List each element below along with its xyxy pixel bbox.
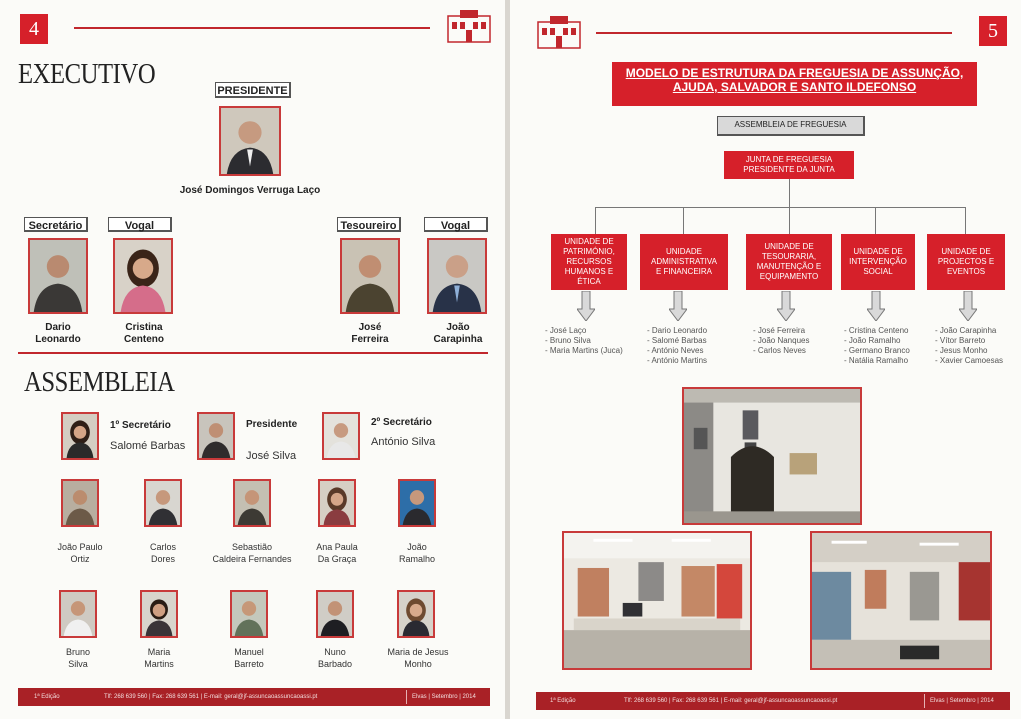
mesa-name: Salomé Barbas [110,440,186,452]
photo-joao-carapinha [427,238,487,314]
member-name: Bruno Silva [65,647,91,669]
role-label: Vogal [424,217,488,232]
down-arrow-icon [669,291,687,321]
photo-salome-barbas [61,412,99,460]
office-interior-photo-1 [562,531,752,670]
member-photo [59,590,97,638]
member-name: Maria Martins [144,647,174,669]
assembleia-freguesia-box: ASSEMBLEIA DE FREGUESIA [717,116,865,136]
office-interior-photo-2 [810,531,992,670]
member-name: João Ramalho [398,542,436,564]
down-arrow-icon [959,291,977,321]
photo-jose-silva [197,412,235,460]
section-rule [18,352,488,354]
junta-freguesia-box: JUNTA DE FREGUESIA PRESIDENTE DA JUNTA [724,151,854,179]
page-number: 4 [20,14,48,44]
photo-antonio-silva [322,412,360,460]
assembleia-title: ASSEMBLEIA [24,366,175,398]
down-arrow-icon [867,291,885,321]
member-name: Maria de Jesus Monho [387,647,449,669]
role-label: Vogal [108,217,172,232]
unit-box-administrativa: UNIDADE ADMINISTRATIVA E FINANCEIRA [640,234,728,290]
role-label: Secretário [24,217,88,232]
member-photo [318,479,356,527]
page-5 [510,0,1021,719]
exec-name: José Ferreira [351,322,389,345]
member-photo [140,590,178,638]
exec-name: Dario Leonardo [35,322,81,345]
footer-bar [536,692,1010,710]
member-photo [230,590,268,638]
photo-dario-leonardo [28,238,88,314]
page-number: 5 [979,16,1007,46]
mesa-role: 1º Secretário [110,420,171,431]
mesa-name: António Silva [371,436,436,448]
mesa-role: 2º Secretário [371,417,432,428]
org-chart-title: MODELO DE ESTRUTURA DA FREGUESIA DE ASSUNÇÃO, AJUDA, SALVADOR E SANTO ILDEFONSO [612,62,977,106]
footer-date: Elvas | Setembro | 2014 [930,698,994,704]
member-photo [397,590,435,638]
footer-contacts: Tlf: 268 639 560 | Fax: 268 639 561 | E-mail: geral@jf-assuncaoassuncaoassi.pt [624,698,838,704]
mesa-name: José Silva [246,450,297,462]
footer-bar [18,688,490,706]
member-name: Manuel Barreto [234,647,264,669]
unit-members-list: - José Laço - Bruno Silva - Maria Martins (Juca) [545,326,623,355]
photo-presidente [219,106,281,176]
down-arrow-icon [577,291,595,321]
mesa-role: Presidente [246,419,298,430]
member-photo [398,479,436,527]
photo-cristina-centeno [113,238,173,314]
building-facade-photo [682,387,862,525]
footer-edition: 1ª Edição [550,698,576,704]
executivo-title: EXECUTIVO [18,58,156,90]
presidente-label: PRESIDENTE [215,82,291,98]
header-rule [596,32,952,34]
member-name: Carlos Dores [149,542,176,564]
parish-logo [446,8,492,46]
footer-edition: 1ª Edição [34,694,60,700]
member-name: João Paulo Ortiz [57,542,103,564]
member-name: Sebastião Caldeira Fernandes [212,542,292,564]
unit-members-list: - José Ferreira - João Nanques - Carlos Neves [753,326,810,355]
unit-members-list: - João Carapinha - Vítor Barreto - Jesus Monho - Xavier Camoesas [935,326,1004,365]
member-photo [144,479,182,527]
unit-members-list: - Dario Leonardo - Salomé Barbas - António Neves - António Martins [647,326,708,365]
parish-logo [536,14,582,52]
down-arrow-icon [777,291,795,321]
photo-jose-ferreira [340,238,400,314]
exec-name: Cristina Centeno [124,322,164,345]
member-photo [61,479,99,527]
unit-box-tesouraria: UNIDADE DE TESOURARIA, MANUTENÇÃO E EQUIPAMENTO [746,234,832,290]
header-rule [74,27,430,29]
exec-name: João Carapinha [433,322,483,345]
member-photo [233,479,271,527]
member-name: Nuno Barbado [317,647,353,669]
member-photo [316,590,354,638]
unit-box-intervencao-social: UNIDADE DE INTERVENÇÃO SOCIAL [841,234,915,290]
unit-box-patrimonio: UNIDADE DE PATRIMÓNIO, RECURSOS HUMANOS E ÉTICA [551,234,627,290]
unit-box-projectos-eventos: UNIDADE DE PROJECTOS E EVENTOS [927,234,1005,290]
unit-members-list: - Cristina Centeno - João Ramalho - Germano Branco - Natália Ramalho [844,326,910,365]
footer-contacts: Tlf: 268 639 560 | Fax: 268 639 561 | E-mail: geral@jf-assuncaoassuncaoassi.pt [104,694,318,700]
member-name: Ana Paula Da Graça [316,542,358,564]
presidente-name: José Domingos Verruga Laço [179,185,321,196]
page-4 [0,0,505,719]
footer-date: Elvas | Setembro | 2014 [412,694,476,700]
role-label: Tesoureiro [337,217,401,232]
